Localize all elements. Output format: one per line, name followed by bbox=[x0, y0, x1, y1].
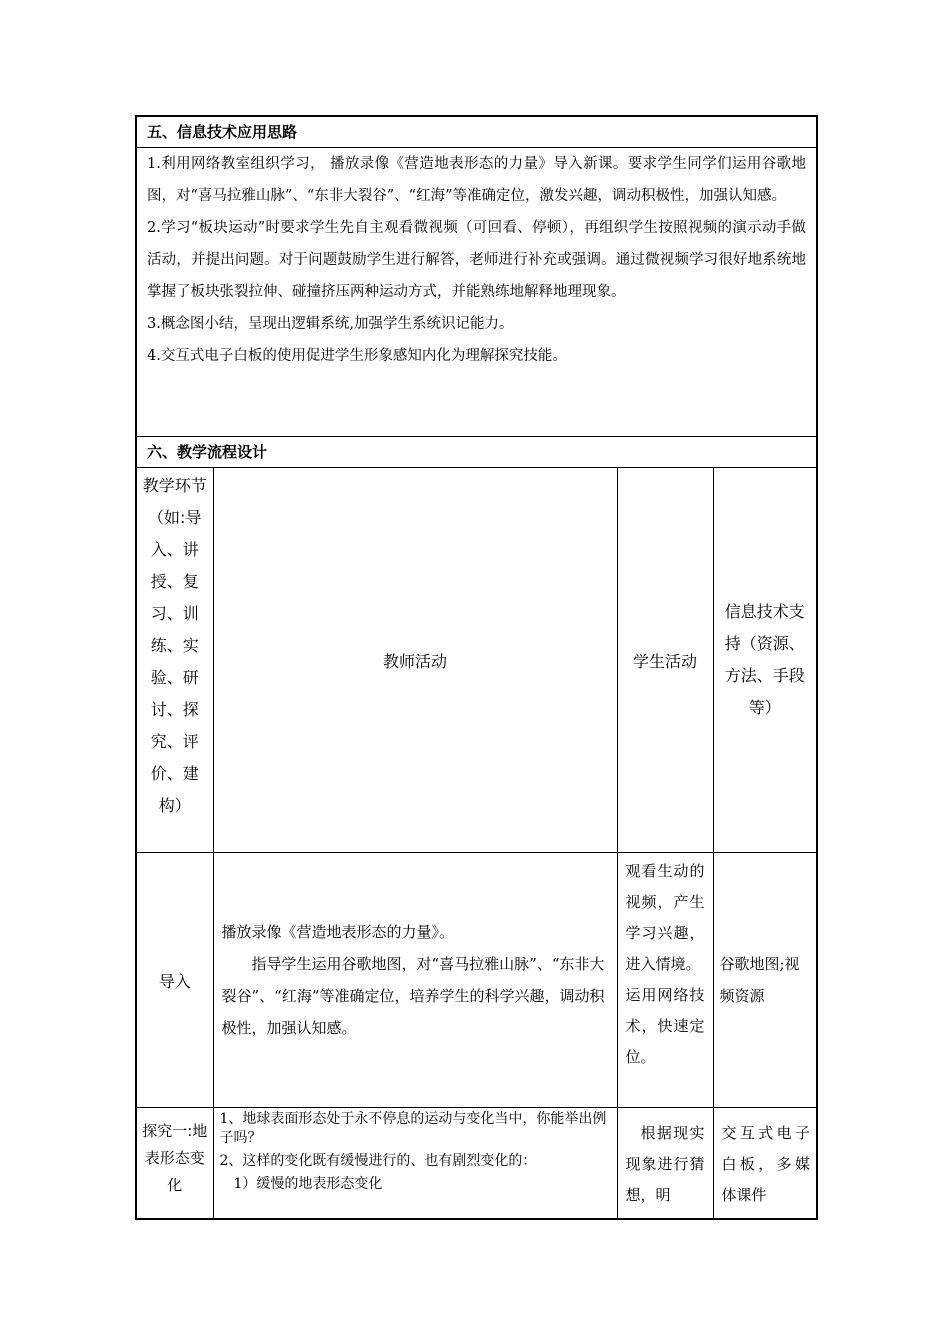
explore1-stage: 探究一:地表形态变化 bbox=[136, 1108, 213, 1220]
explore1-teacher-line-1: 1、地球表面形态处于永不停息的运动与变化当中，你能举出例子吗？ bbox=[219, 1111, 607, 1146]
section5-item-3: 3.概念图小结，呈现出逻辑系统,加强学生系统识记能力。 bbox=[147, 316, 514, 332]
explore1-teacher-line-2: 2、这样的变化既有缓慢进行的、也有剧烈变化的： bbox=[219, 1153, 537, 1169]
section6-header-row bbox=[136, 468, 817, 853]
section5-item-4: 4.交互式电子白板的使用促进学生形象感知内化为理解探究技能。 bbox=[147, 348, 567, 364]
explore1-teacher-line-3: 1）缓慢的地表形态变化 bbox=[233, 1176, 383, 1192]
lesson-plan-document bbox=[135, 115, 816, 1220]
explore1-teacher bbox=[213, 1108, 617, 1220]
intro-student-line-2: 运用网络技术，快速定位。 bbox=[625, 986, 705, 1066]
header-stage-label: 教学环节（如:导入、讲授、复习、训练、实验、研讨、探究、评价、建构） bbox=[142, 476, 207, 815]
section5-body-row bbox=[136, 148, 817, 437]
section5-title-row bbox=[136, 116, 817, 148]
intro-teacher bbox=[213, 853, 617, 1108]
intro-teacher-line-2: 指导学生运用谷歌地图，对“喜马拉雅山脉”、“东非大裂谷”、“红海”等准确定位，培养学生的科学兴趣，调动积极性，加强认知感。 bbox=[221, 955, 605, 1037]
section6-title-row bbox=[136, 437, 817, 468]
intro-it bbox=[713, 853, 817, 1108]
row-intro bbox=[136, 853, 817, 1108]
row-explore-1 bbox=[136, 1108, 817, 1220]
section5-item-2: 2.学习“板块运动”时要求学生先自主观看微视频（可回看、停顿），再组织学生按照视频的演示动手做活动，并提出问题。对于问题鼓励学生进行解答，老师进行补充或强调。通过微视频学习很好地系统地掌握了板块张裂拉伸、碰撞挤压两种运动方式，并能熟练地解释地理现象。 bbox=[147, 220, 807, 300]
intro-student bbox=[617, 853, 713, 1108]
explore1-student bbox=[617, 1108, 713, 1220]
explore1-it bbox=[713, 1108, 817, 1220]
intro-student-line-1: 观看生动的视频，产生学习兴趣，进入情境。 bbox=[625, 862, 705, 973]
header-teacher: 教师活动 bbox=[213, 468, 617, 853]
header-it: 信息技术支持（资源、方法、手段等） bbox=[713, 468, 817, 853]
explore1-student-line-1: 根据现实现象进行猜想，明 bbox=[625, 1124, 705, 1204]
intro-teacher-line-1: 播放录像《营造地表形态的力量》。 bbox=[221, 923, 455, 941]
lesson-plan-table bbox=[135, 115, 818, 1220]
header-stage bbox=[136, 468, 213, 853]
section6-title: 六、教学流程设计 bbox=[136, 437, 817, 468]
explore1-it-text: 交互式电子白板，多媒体课件 bbox=[721, 1124, 811, 1204]
header-student: 学生活动 bbox=[617, 468, 713, 853]
section5-title: 五、信息技术应用思路 bbox=[136, 116, 817, 148]
section5-item-1: 1.利用网络教室组织学习， 播放录像《营造地表形态的力量》导入新课。要求学生同学们运用谷歌地图，对“喜马拉雅山脉”、“东非大裂谷”、“红海”等准确定位，激发兴趣，调动积极性，加强认知感。 bbox=[147, 156, 807, 204]
section5-body bbox=[136, 148, 817, 437]
intro-stage: 导入 bbox=[136, 853, 213, 1108]
intro-it-text: 谷歌地图;视频资源 bbox=[719, 955, 800, 1005]
